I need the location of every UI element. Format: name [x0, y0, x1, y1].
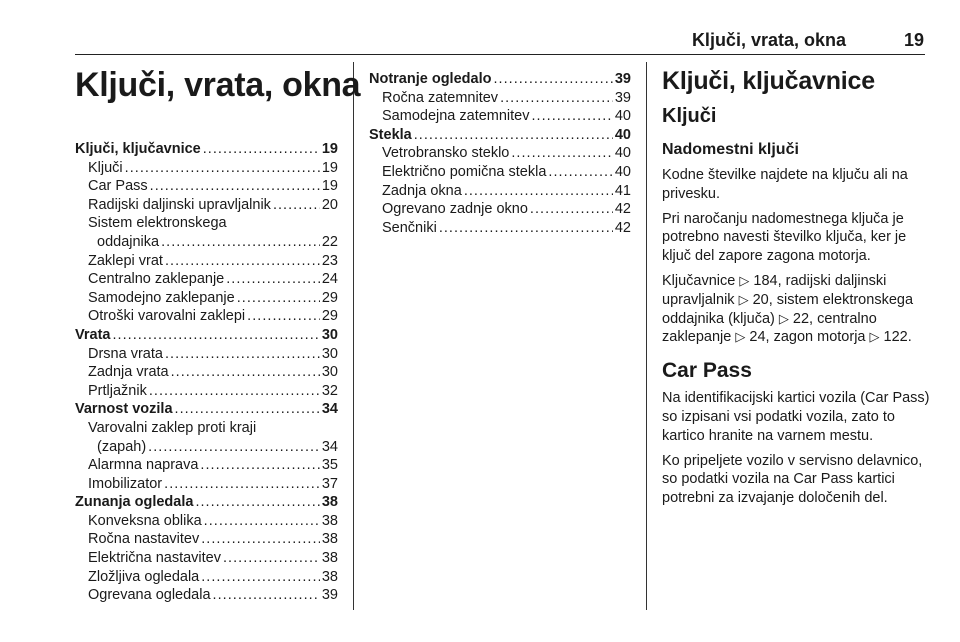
- toc-leader-dots: [150, 177, 320, 196]
- toc-leader-dots: [464, 182, 613, 201]
- toc-page-number: 39: [614, 89, 631, 106]
- toc-leader-dots: [165, 252, 320, 271]
- toc-entry-label: Centralno zaklepanje: [88, 271, 225, 288]
- xref-arrow-icon: ▷: [778, 310, 789, 326]
- running-head-title: Ključi, vrata, okna: [691, 30, 846, 50]
- xref-arrow-icon: ▷: [735, 329, 746, 345]
- paragraph: Pri naročanju nadomestnega ključa je potrebno navesti številko ključa, ker je ključ del zapore zagona motorja.: [662, 210, 907, 265]
- toc-entry-label: Car Pass: [88, 178, 148, 195]
- toc-page-number: 32: [321, 382, 338, 399]
- paragraph: Kodne številke najdete na ključu ali na privesku.: [662, 167, 908, 202]
- toc-leader-dots: [112, 326, 319, 345]
- toc-entry[interactable]: [75, 549, 338, 568]
- toc-entry-label: Zložljiva ogledala: [88, 568, 200, 585]
- toc-leader-dots: [203, 140, 320, 159]
- column-divider-1: [353, 62, 354, 610]
- toc-page-number: 23: [321, 252, 338, 269]
- toc-page-number: 20: [321, 196, 338, 213]
- toc-leader-dots: [213, 586, 320, 605]
- toc-entry-label: Sistem elektronskega: [88, 215, 227, 232]
- toc-leader-dots: [161, 233, 320, 252]
- toc-leader-dots: [532, 107, 613, 126]
- toc-entry[interactable]: [75, 177, 338, 196]
- toc-entry-label: Ročna zatemnitev: [382, 89, 499, 106]
- toc-section-entry[interactable]: [369, 126, 631, 145]
- toc-leader-dots: [171, 363, 320, 382]
- chapter-title: Ključi, vrata, okna: [75, 66, 361, 104]
- header-rule: [75, 54, 925, 55]
- xref-link[interactable]: 22: [792, 310, 810, 327]
- toc-entry-label: Radijski daljinski upravljalnik: [88, 196, 271, 213]
- toc-entry-label: Ogrevana ogledala: [88, 587, 211, 604]
- toc-entry-label: Prtljažnik: [88, 382, 147, 399]
- toc-leader-dots: [439, 219, 613, 238]
- toc-leader-dots: [493, 70, 612, 89]
- toc-page-number: 38: [321, 531, 338, 548]
- xref-link[interactable]: 20: [752, 291, 769, 308]
- toc-entry-label: Drsna vrata: [88, 345, 163, 362]
- toc-leader-dots: [247, 307, 320, 326]
- toc-entry-label: Ključi, ključavnice: [75, 141, 201, 157]
- toc-leader-dots: [165, 345, 320, 364]
- xref-arrow-icon: ▷: [869, 329, 880, 345]
- toc-entry-label: Varnost vozila: [75, 401, 173, 418]
- toc-page-number: 42: [614, 219, 631, 236]
- toc-entry-label: Konveksna oblika: [88, 512, 202, 529]
- toc-entry[interactable]: [75, 345, 338, 364]
- toc-entry[interactable]: [75, 270, 338, 289]
- toc-entry[interactable]: [369, 89, 631, 108]
- toc-leader-dots: [164, 475, 320, 494]
- page-number: 19: [903, 30, 924, 50]
- toc-entry-label: Varovalni zaklep proti kraji: [88, 419, 257, 436]
- toc-entry[interactable]: [75, 289, 338, 308]
- toc-leader-dots: [548, 163, 612, 182]
- toc-entry[interactable]: [369, 200, 631, 219]
- running-head: [0, 30, 924, 52]
- xref-link[interactable]: 184: [753, 272, 778, 289]
- toc-page-number: 34: [321, 401, 338, 418]
- toc-leader-dots: [414, 126, 613, 145]
- toc-entry-label: Zunanja ogledala: [75, 494, 194, 511]
- toc-leader-dots: [149, 382, 320, 401]
- section-title: Ključi, ključavnice: [662, 67, 875, 95]
- toc-entry[interactable]: [369, 182, 631, 201]
- toc-section-entry[interactable]: [75, 493, 338, 512]
- toc-entry-label: Ključi: [88, 159, 123, 176]
- toc-entry-label: Imobilizator: [88, 475, 163, 492]
- toc-entry[interactable]: [75, 475, 338, 494]
- toc-entry-label: Električna nastavitev: [88, 550, 221, 567]
- toc-page-number: 39: [321, 587, 338, 604]
- toc-entry[interactable]: [369, 163, 631, 182]
- toc-entry-label: Otroški varovalni zaklepi: [88, 308, 246, 325]
- toc-page-number: 40: [614, 108, 631, 125]
- toc-column-2: [369, 70, 631, 237]
- toc-entry-label: Vrata: [75, 326, 111, 343]
- toc-section-entry[interactable]: [75, 140, 338, 159]
- toc-page-number: 38: [321, 494, 338, 511]
- toc-entry-label: Ročna nastavitev: [88, 531, 200, 548]
- toc-section-entry[interactable]: [369, 70, 631, 89]
- body-column: [662, 66, 930, 514]
- toc-page-number: 40: [614, 126, 631, 143]
- toc-leader-dots: [200, 456, 319, 475]
- xref-link[interactable]: 122: [883, 329, 908, 346]
- toc-entry[interactable]: [75, 568, 338, 587]
- toc-leader-dots: [195, 493, 319, 512]
- toc-page-number: 19: [321, 141, 338, 157]
- toc-entry[interactable]: [369, 107, 631, 126]
- toc-leader-dots: [125, 159, 320, 178]
- toc-page-number: 38: [321, 550, 338, 567]
- toc-page-number: 35: [321, 457, 338, 474]
- toc-column-1: [75, 140, 338, 605]
- toc-entry-label: Ogrevano zadnje okno: [382, 201, 528, 218]
- toc-entry-label: Zaklepi vrat: [88, 252, 163, 269]
- toc-page-number: 41: [614, 182, 631, 199]
- toc-page-number: 40: [614, 163, 631, 180]
- toc-entry-label: Zadnja okna: [382, 182, 462, 199]
- toc-page-number: 30: [321, 345, 338, 362]
- toc-page-number: 42: [614, 201, 631, 218]
- toc-section-entry[interactable]: [75, 326, 338, 345]
- toc-leader-dots: [201, 530, 320, 549]
- toc-entry[interactable]: [75, 438, 338, 457]
- toc-entry[interactable]: [75, 382, 338, 401]
- toc-entry[interactable]: [75, 159, 338, 178]
- cross-reference-paragraph: Ključavnice ▷ 184, radijski daljinski upravljalnik ▷ 20, sistem elektronskega oddajnika (ključa) ▷ 22, centralno zaklepanje ▷ 24, zagon motorja ▷ 122.: [662, 272, 914, 346]
- toc-section-entry[interactable]: [75, 400, 338, 419]
- paragraph: Na identifikacijski kartici vozila (Car Pass) so izpisani vsi podatki vozila, zato to kartico hranite na varnem mestu.: [662, 390, 930, 444]
- toc-page-number: 40: [614, 145, 631, 162]
- car-pass-title: Car Pass: [662, 359, 752, 383]
- toc-page-number: 37: [321, 475, 338, 492]
- toc-page-number: 30: [321, 326, 338, 343]
- toc-page-number: 22: [321, 233, 338, 250]
- toc-page-number: 38: [321, 512, 338, 529]
- toc-entry-label: Samodejno zaklepanje: [88, 289, 235, 306]
- toc-leader-dots: [237, 289, 320, 308]
- xref-arrow-icon: ▷: [739, 272, 750, 288]
- spare-keys-heading: Nadomestni ključi: [662, 141, 799, 158]
- toc-leader-dots: [201, 568, 320, 587]
- toc-entry-label: Alarmna naprava: [88, 457, 199, 474]
- toc-entry-label: oddajnika: [97, 233, 160, 250]
- column-divider-2: [646, 62, 647, 610]
- toc-entry[interactable]: [75, 307, 338, 326]
- toc-entry[interactable]: [75, 363, 338, 382]
- subsection-title: Ključi: [662, 105, 717, 127]
- toc-page-number: 39: [614, 71, 631, 87]
- toc-page-number: 29: [321, 289, 338, 306]
- toc-leader-dots: [530, 200, 613, 219]
- toc-leader-dots: [273, 196, 320, 215]
- toc-entry-label: (zapah): [97, 438, 147, 455]
- toc-entry-label: Vetrobransko steklo: [382, 145, 510, 162]
- toc-entry-label: Senčniki: [382, 219, 437, 236]
- toc-page-number: 19: [321, 159, 338, 176]
- toc-entry[interactable]: [75, 512, 338, 531]
- toc-leader-dots: [500, 89, 613, 108]
- toc-entry[interactable]: [369, 219, 631, 238]
- toc-entry-label: Zadnja vrata: [88, 364, 169, 381]
- toc-leader-dots: [148, 438, 320, 457]
- paragraph: Ko pripeljete vozilo v servisno delavnico, so podatki vozila na Car Pass kartici potrebni za izvajanje določenih del.: [662, 452, 923, 507]
- toc-leader-dots: [204, 512, 320, 531]
- toc-entry[interactable]: [369, 144, 631, 163]
- toc-entry-label: Notranje ogledalo: [369, 71, 492, 87]
- toc-entry[interactable]: [75, 196, 338, 215]
- toc-page-number: 29: [321, 308, 338, 325]
- toc-entry-label: Samodejna zatemnitev: [382, 108, 530, 125]
- toc-entry[interactable]: [75, 233, 338, 252]
- toc-entry[interactable]: [75, 456, 338, 475]
- xref-link[interactable]: 24: [749, 329, 766, 346]
- toc-page-number: 19: [321, 178, 338, 195]
- toc-entry-label: Električno pomična stekla: [382, 163, 547, 180]
- toc-page-number: 24: [321, 271, 338, 288]
- toc-leader-dots: [511, 144, 613, 163]
- toc-leader-dots: [175, 400, 320, 419]
- toc-leader-dots: [223, 549, 320, 568]
- toc-page-number: 34: [321, 438, 338, 455]
- toc-leader-dots: [226, 270, 320, 289]
- toc-page-number: 38: [321, 568, 338, 585]
- toc-entry[interactable]: [75, 530, 338, 549]
- toc-entry[interactable]: [75, 252, 338, 271]
- toc-page-number: 30: [321, 364, 338, 381]
- xref-arrow-icon: ▷: [738, 291, 749, 307]
- toc-entry-label: Stekla: [369, 126, 412, 143]
- toc-entry[interactable]: [75, 586, 338, 605]
